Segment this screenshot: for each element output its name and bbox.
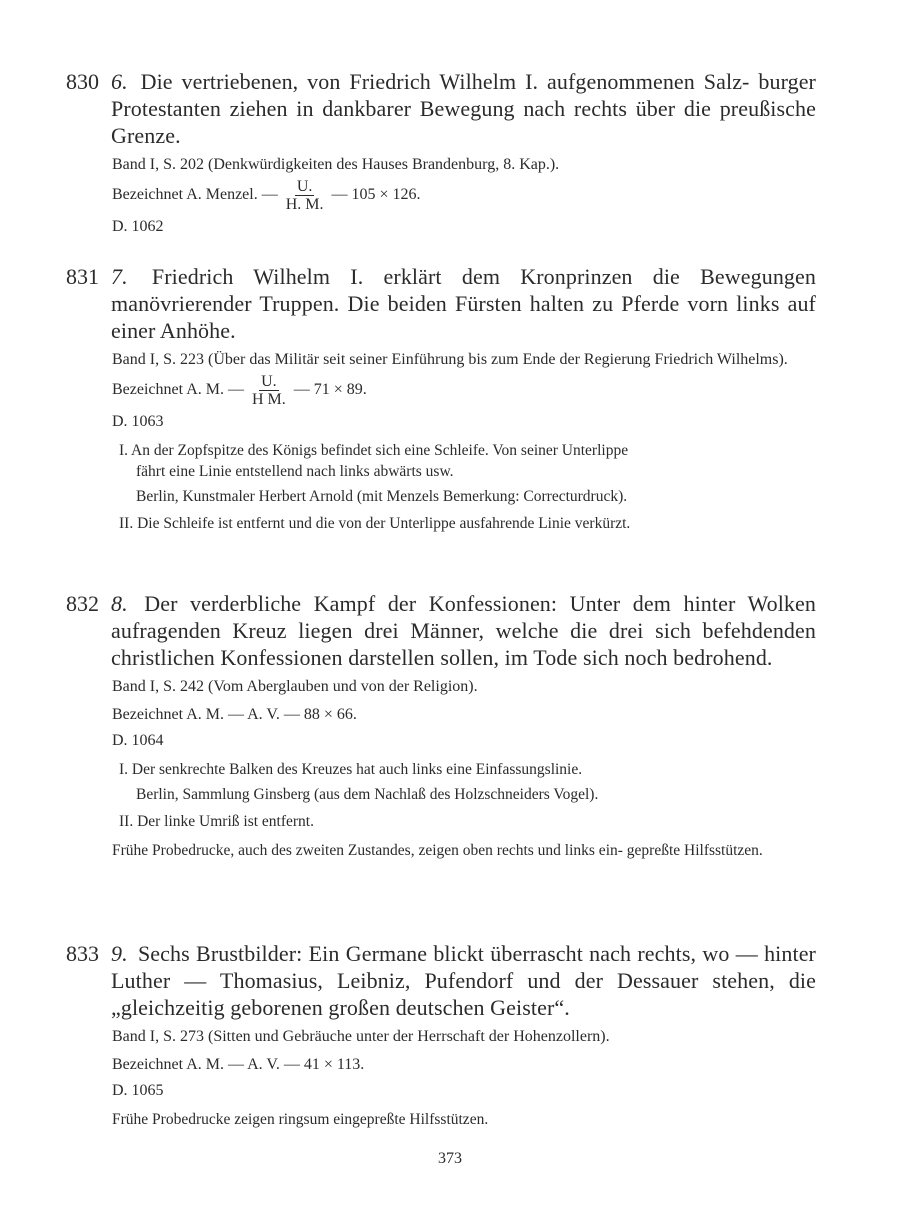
fraction-top: U.: [296, 177, 313, 195]
entry-signature: [112, 179, 816, 211]
entry-reference: D. 1063: [112, 413, 164, 430]
entry-signature: Bezeichnet A. M. — A. V. — 88 × 66.: [112, 706, 357, 723]
fraction-top: U.: [261, 372, 277, 390]
entry-source: Band I, S. 242 (Vom Aberglauben und von der Religion).: [112, 678, 478, 695]
state-description: [119, 759, 816, 832]
entry-note: Frühe Probedrucke, auch des zweiten Zustandes, zeigen oben rechts und links ein‑ gepreßte Hilfsstützen.: [112, 842, 763, 859]
signature-suffix: — 71 × 89.: [293, 381, 367, 398]
state-2: II. Die Schleife ist entfernt und die von der Unterlippe ausfahrende Linie verkürzt.: [119, 515, 631, 532]
fraction-bottom: H. M.: [285, 195, 324, 213]
entry-ordinal: 9.: [111, 941, 128, 966]
state-2: II. Der linke Umriß ist entfernt.: [119, 813, 314, 830]
entry-title-text: Friedrich Wilhelm I. erklärt dem Kronprinzen die Bewegungen manövrierender Truppen. Die beiden Fürsten halten zu Pferde vorn links auf einer Anhöhe.: [111, 264, 816, 343]
entry-number: 832: [66, 591, 99, 616]
entry-reference: D. 1062: [112, 218, 164, 235]
catalog-entry-831: [66, 263, 816, 534]
entry-ordinal: 8.: [111, 591, 128, 616]
state-1-location: Berlin, Kunstmaler Herbert Arnold (mit Menzels Bemerkung: Correcturdruck).: [136, 488, 628, 505]
entry-number: 831: [66, 264, 99, 289]
page-number: 373: [438, 1150, 462, 1167]
catalog-entry-832: [66, 590, 816, 861]
fraction-bottom: H M.: [251, 390, 286, 408]
entry-title-text: Die vertriebenen, von Friedrich Wilhelm I. aufgenommenen Salz‑ burger Protestanten ziehen in dankbarer Bewegung nach rechts über die preußische Grenze.: [111, 69, 816, 148]
signature-suffix: — 105 × 126.: [331, 186, 421, 203]
entry-source: Band I, S. 223 (Über das Militär seit seiner Einführung bis zum Ende der Regierung Friedrich Wilhelms).: [112, 351, 788, 368]
state-description: [119, 440, 816, 534]
signature-prefix: Bezeichnet A. M. —: [112, 381, 244, 398]
catalog-entry-830: [66, 68, 816, 237]
entry-number: 833: [66, 941, 99, 966]
catalog-entry-833: [66, 940, 816, 1130]
entry-ordinal: 7.: [111, 264, 128, 289]
entry-reference: D. 1065: [112, 1082, 164, 1099]
state-1-location: Berlin, Sammlung Ginsberg (aus dem Nachlaß des Holzschneiders Vogel).: [136, 786, 599, 803]
state-1-continuation: fährt eine Linie entstellend nach links abwärts usw.: [136, 463, 454, 480]
entry-reference: D. 1064: [112, 732, 164, 749]
entry-title-text: Der verderbliche Kampf der Konfessionen: Unter dem hinter Wolken aufragenden Kreuz liegen drei Männer, welche die drei sich befehdenden christlichen Konfessionen darstellen sollen, im Tode sich noch bedrohend.: [111, 591, 816, 670]
entry-title: [111, 263, 816, 344]
entry-title: [111, 68, 816, 149]
entry-number: 830: [66, 69, 99, 94]
signature-fraction: [250, 373, 288, 408]
entry-title: [111, 940, 816, 1021]
signature-prefix: Bezeichnet A. Menzel. —: [112, 186, 278, 203]
entry-ordinal: 6.: [111, 69, 128, 94]
entry-title: [111, 590, 816, 671]
state-1: I. An der Zopfspitze des Königs befindet sich eine Schleife. Von seiner Unterlippe: [119, 442, 629, 459]
entry-signature: Bezeichnet A. M. — A. V. — 41 × 113.: [112, 1056, 365, 1073]
entry-source: Band I, S. 202 (Denkwürdigkeiten des Hauses Brandenburg, 8. Kap.).: [112, 156, 560, 173]
entry-signature: [112, 374, 816, 406]
entry-source: Band I, S. 273 (Sitten und Gebräuche unter der Herrschaft der Hohenzollern).: [112, 1028, 610, 1045]
entry-note: Frühe Probedrucke zeigen ringsum eingepreßte Hilfsstützen.: [112, 1111, 489, 1128]
entry-title-text: Sechs Brustbilder: Ein Germane blickt überrascht nach rechts, wo — hinter Luther — Thomasius, Leibniz, Pufendorf und der Dessauer stehen, die „gleichzeitig geborenen großen deutschen Geister“.: [111, 941, 816, 1020]
signature-fraction: [284, 178, 326, 213]
state-1: I. Der senkrechte Balken des Kreuzes hat auch links eine Einfassungslinie.: [119, 761, 583, 778]
